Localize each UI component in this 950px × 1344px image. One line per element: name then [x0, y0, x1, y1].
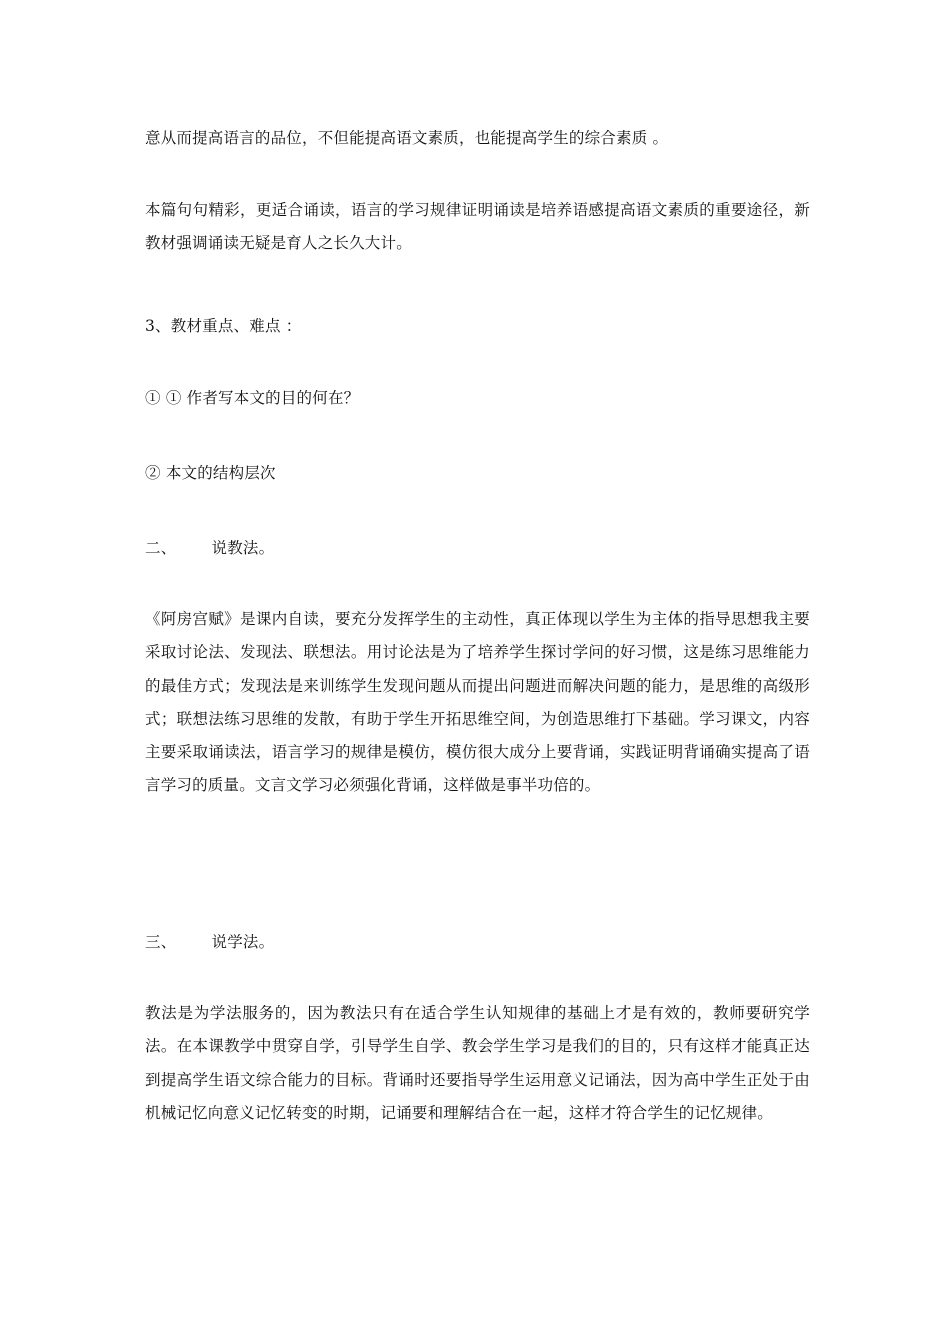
paragraph-continuation: 意从而提高语言的品位，不但能提高语文素质，也能提高学生的综合素质 。	[145, 129, 669, 147]
paragraph-recitation: 本篇句句精彩，更适合诵读，语言的学习规律证明诵读是培养语感提高语文素质的重要途径，新教材强调诵读无疑是育人之长久大计。	[145, 201, 810, 253]
section-heading-key-points: 3、教材重点、难点 ：	[145, 317, 302, 335]
list-item-structure: ② 本文的结构层次	[145, 464, 276, 482]
paragraph-learning-method: 教法是为学法服务的，因为教法只有在适合学生认知规律的基础上才是有效的，教师要研究学法。在本课教学中贯穿自学，引导学生自学、教会学生学习是我们的目的，只有这样才能真正达到提高学生语文综合能力的目标。背诵时还要指导学生运用意义记诵法，因为高中学生正处于由机械记忆向意义记忆转变的时期，记诵要和理解结合在一起，这样才符合学生的记忆规律。	[145, 1004, 810, 1122]
list-item-purpose: ① ① 作者写本文的目的何在？	[145, 389, 360, 407]
section-heading-teaching-method: 二、 说教法。	[145, 539, 275, 557]
paragraph-teaching-method: 《阿房宫赋》是课内自读，要充分发挥学生的主动性，真正体现以学生为主体的指导思想我主要采取讨论法、发现法、联想法。用讨论法是为了培养学生探讨学问的好习惯，这是练习思维能力的最佳方式；发现法是来训练学生发现问题从而提出问题进而解决问题的能力，是思维的高级形式；联想法练习思维的发散，有助于学生开拓思维空间，为创造思维打下基础。学习课文，内容主要采取诵读法，语言学习的规律是模仿，模仿很大成分上要背诵，实践证明背诵确实提高了语言学习的质量。文言文学习必须强化背诵，这样做是事半功倍的。	[145, 610, 810, 795]
section-heading-learning-method: 三、 说学法。	[145, 933, 275, 951]
